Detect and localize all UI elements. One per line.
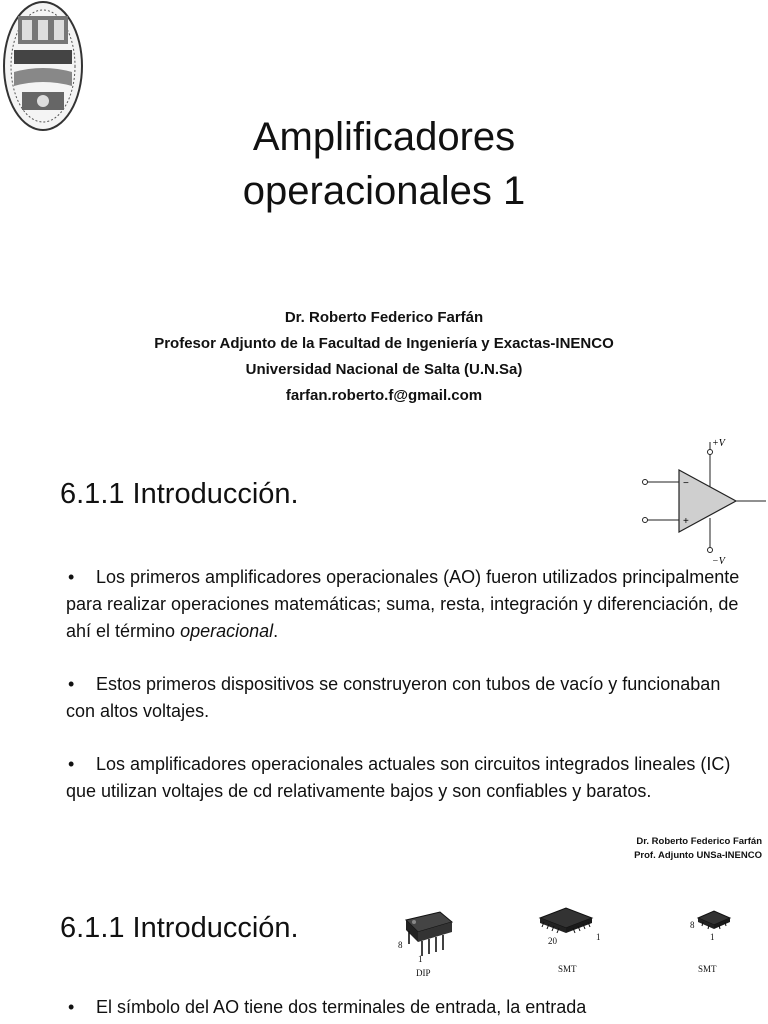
dip-pin-1-label: 1 [418,954,423,964]
section-heading: 6.1.1 Introducción. [60,478,299,510]
smt-small-package-label: SMT [698,964,717,974]
bullet-text: Estos primeros dispositivos se construyeron con tubos de vacío y funcionaban con altos voltajes. [66,674,721,721]
slide-title [0,110,768,218]
bullet-item [66,564,746,645]
dip-pin-8-label: 8 [398,940,403,950]
bullet-item [66,994,746,1021]
title-line-1: Amplificadores [252,115,516,159]
smt-package-icon [536,902,596,942]
bullet-dot: • [68,674,75,694]
bullet-dot: • [68,567,75,587]
bullet-text: Los amplificadores operacionales actuales son circuitos integrados lineales (IC) que utilizan voltajes de cd relativamente bajos y son confiables y baratos. [66,754,731,801]
author-block [0,305,768,409]
author-position: Profesor Adjunto de la Facultad de Ingeniería y Exactas-INENCO [154,335,614,352]
inverting-input-label: − [683,478,689,489]
bullet-dot: • [68,754,75,774]
bullet-text: Los primeros amplificadores operacionales (AO) fueron utilizados principalmente para realizar operaciones matemáticas; suma, resta, integración y diferenciación, de ahí el término [66,567,740,641]
smt-package-label: SMT [558,964,577,974]
smt-small-pin-8-label: 8 [690,920,695,930]
university-name: Universidad Nacional de Salta (U.N.Sa) [245,361,523,378]
dip-package [396,906,460,978]
bullet-item [66,671,746,725]
bullet-item [66,751,746,805]
dip-package-icon [396,906,460,964]
emphasis-text: operacional [180,621,274,641]
smt-small-pin-1-label: 1 [710,932,715,942]
bullet-dot: • [68,997,75,1017]
title-line-2: operacionales 1 [242,169,526,213]
dip-package-label: DIP [416,968,431,978]
positive-supply-label: +V [712,438,725,449]
noninverting-input-label: + [683,516,689,527]
smt-small-package [686,902,746,978]
negative-supply-label: −V [712,556,725,567]
footer-position: Prof. Adjunto UNSa-INENCO [634,850,762,861]
smt-package [532,902,612,978]
bullet-text: El símbolo del AO tiene dos terminales de entrada, la entrada [96,997,587,1017]
smt-pin-20-label: 20 [548,936,557,946]
op-amp-symbol-icon [632,432,768,568]
author-email: farfan.roberto.f@gmail.com [285,387,483,404]
slide-footer [634,835,762,863]
section-heading: 6.1.1 Introducción. [60,912,299,944]
author-name: Dr. Roberto Federico Farfán [284,309,484,326]
footer-author: Dr. Roberto Federico Farfán [636,836,762,847]
bullet-text-end: . [273,621,279,641]
smt-pin-1-label: 1 [596,932,601,942]
